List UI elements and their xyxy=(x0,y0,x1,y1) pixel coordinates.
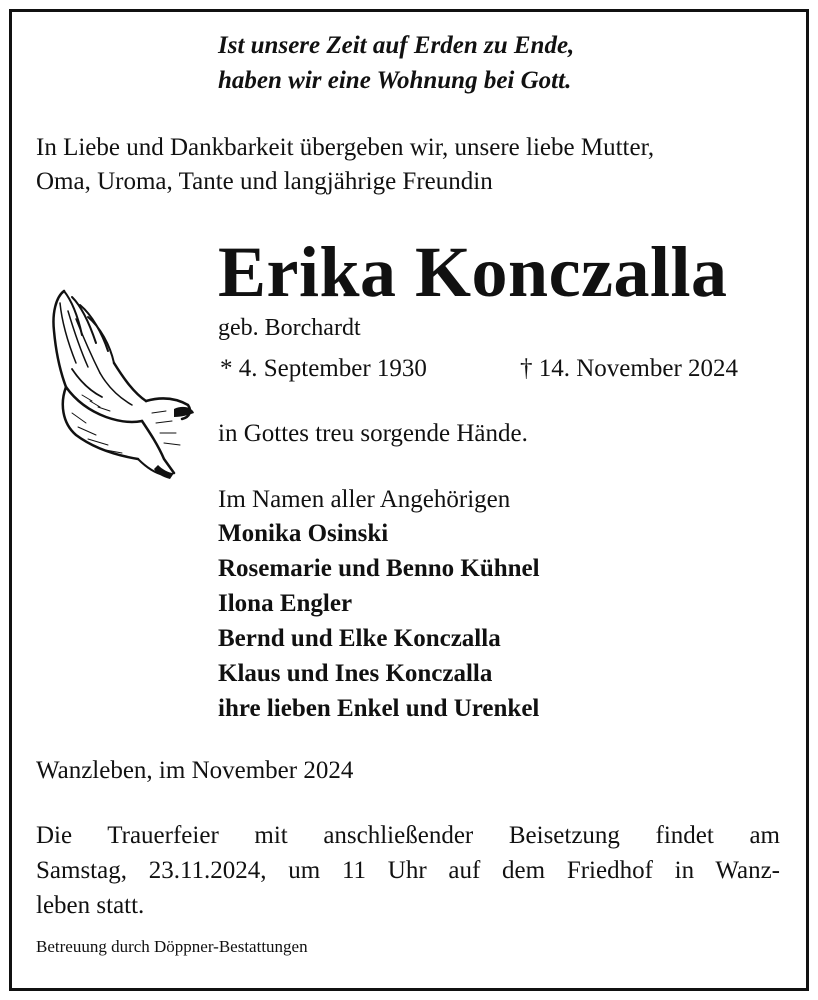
motto-line-1: Ist unsere Zeit auf Erden zu Ende, xyxy=(218,32,575,59)
closing-phrase: in Gottes treu sorgende Hände. xyxy=(218,420,528,447)
motto-line-2: haben wir eine Wohnung bei Gott. xyxy=(218,67,572,94)
cross-symbol: † xyxy=(520,355,533,382)
death-date: 14. November 2024 xyxy=(538,355,739,382)
death-date-group xyxy=(520,354,738,384)
funeral-line-1: Die Trauerfeier mit anschließender Beisetzung findet am xyxy=(36,822,780,849)
funeral-line-2: Samstag, 23.11.2024, um 11 Uhr auf dem Friedhof in Wanz- xyxy=(36,857,780,884)
undertaker-note: Betreuung durch Döppner-Bestattungen xyxy=(36,937,308,956)
mourners-heading: Im Namen aller Angehörigen xyxy=(218,486,511,513)
place-date: Wanzleben, im November 2024 xyxy=(36,757,354,784)
mourner-name: Rosemarie und Benno Kühnel xyxy=(218,555,540,582)
mourner-name: Ilona Engler xyxy=(218,590,353,617)
mourner-name: Klaus und Ines Konczalla xyxy=(218,660,493,687)
maiden-name: geb. Borchardt xyxy=(218,315,361,341)
mourner-name: Monika Osinski xyxy=(218,520,389,547)
mourner-name: Bernd und Elke Konczalla xyxy=(218,625,501,652)
mourner-name: ihre lieben Enkel und Urenkel xyxy=(218,695,540,722)
praying-hands-icon xyxy=(42,283,202,483)
deceased-name: Erika Konczalla xyxy=(218,232,728,312)
intro-line-2: Oma, Uroma, Tante und langjährige Freundin xyxy=(36,168,493,195)
intro-line-1: In Liebe und Dankbarkeit übergeben wir, unsere liebe Mutter, xyxy=(36,134,655,161)
funeral-line-3: leben statt. xyxy=(36,892,145,919)
birth-date: * 4. September 1930 xyxy=(220,355,427,382)
